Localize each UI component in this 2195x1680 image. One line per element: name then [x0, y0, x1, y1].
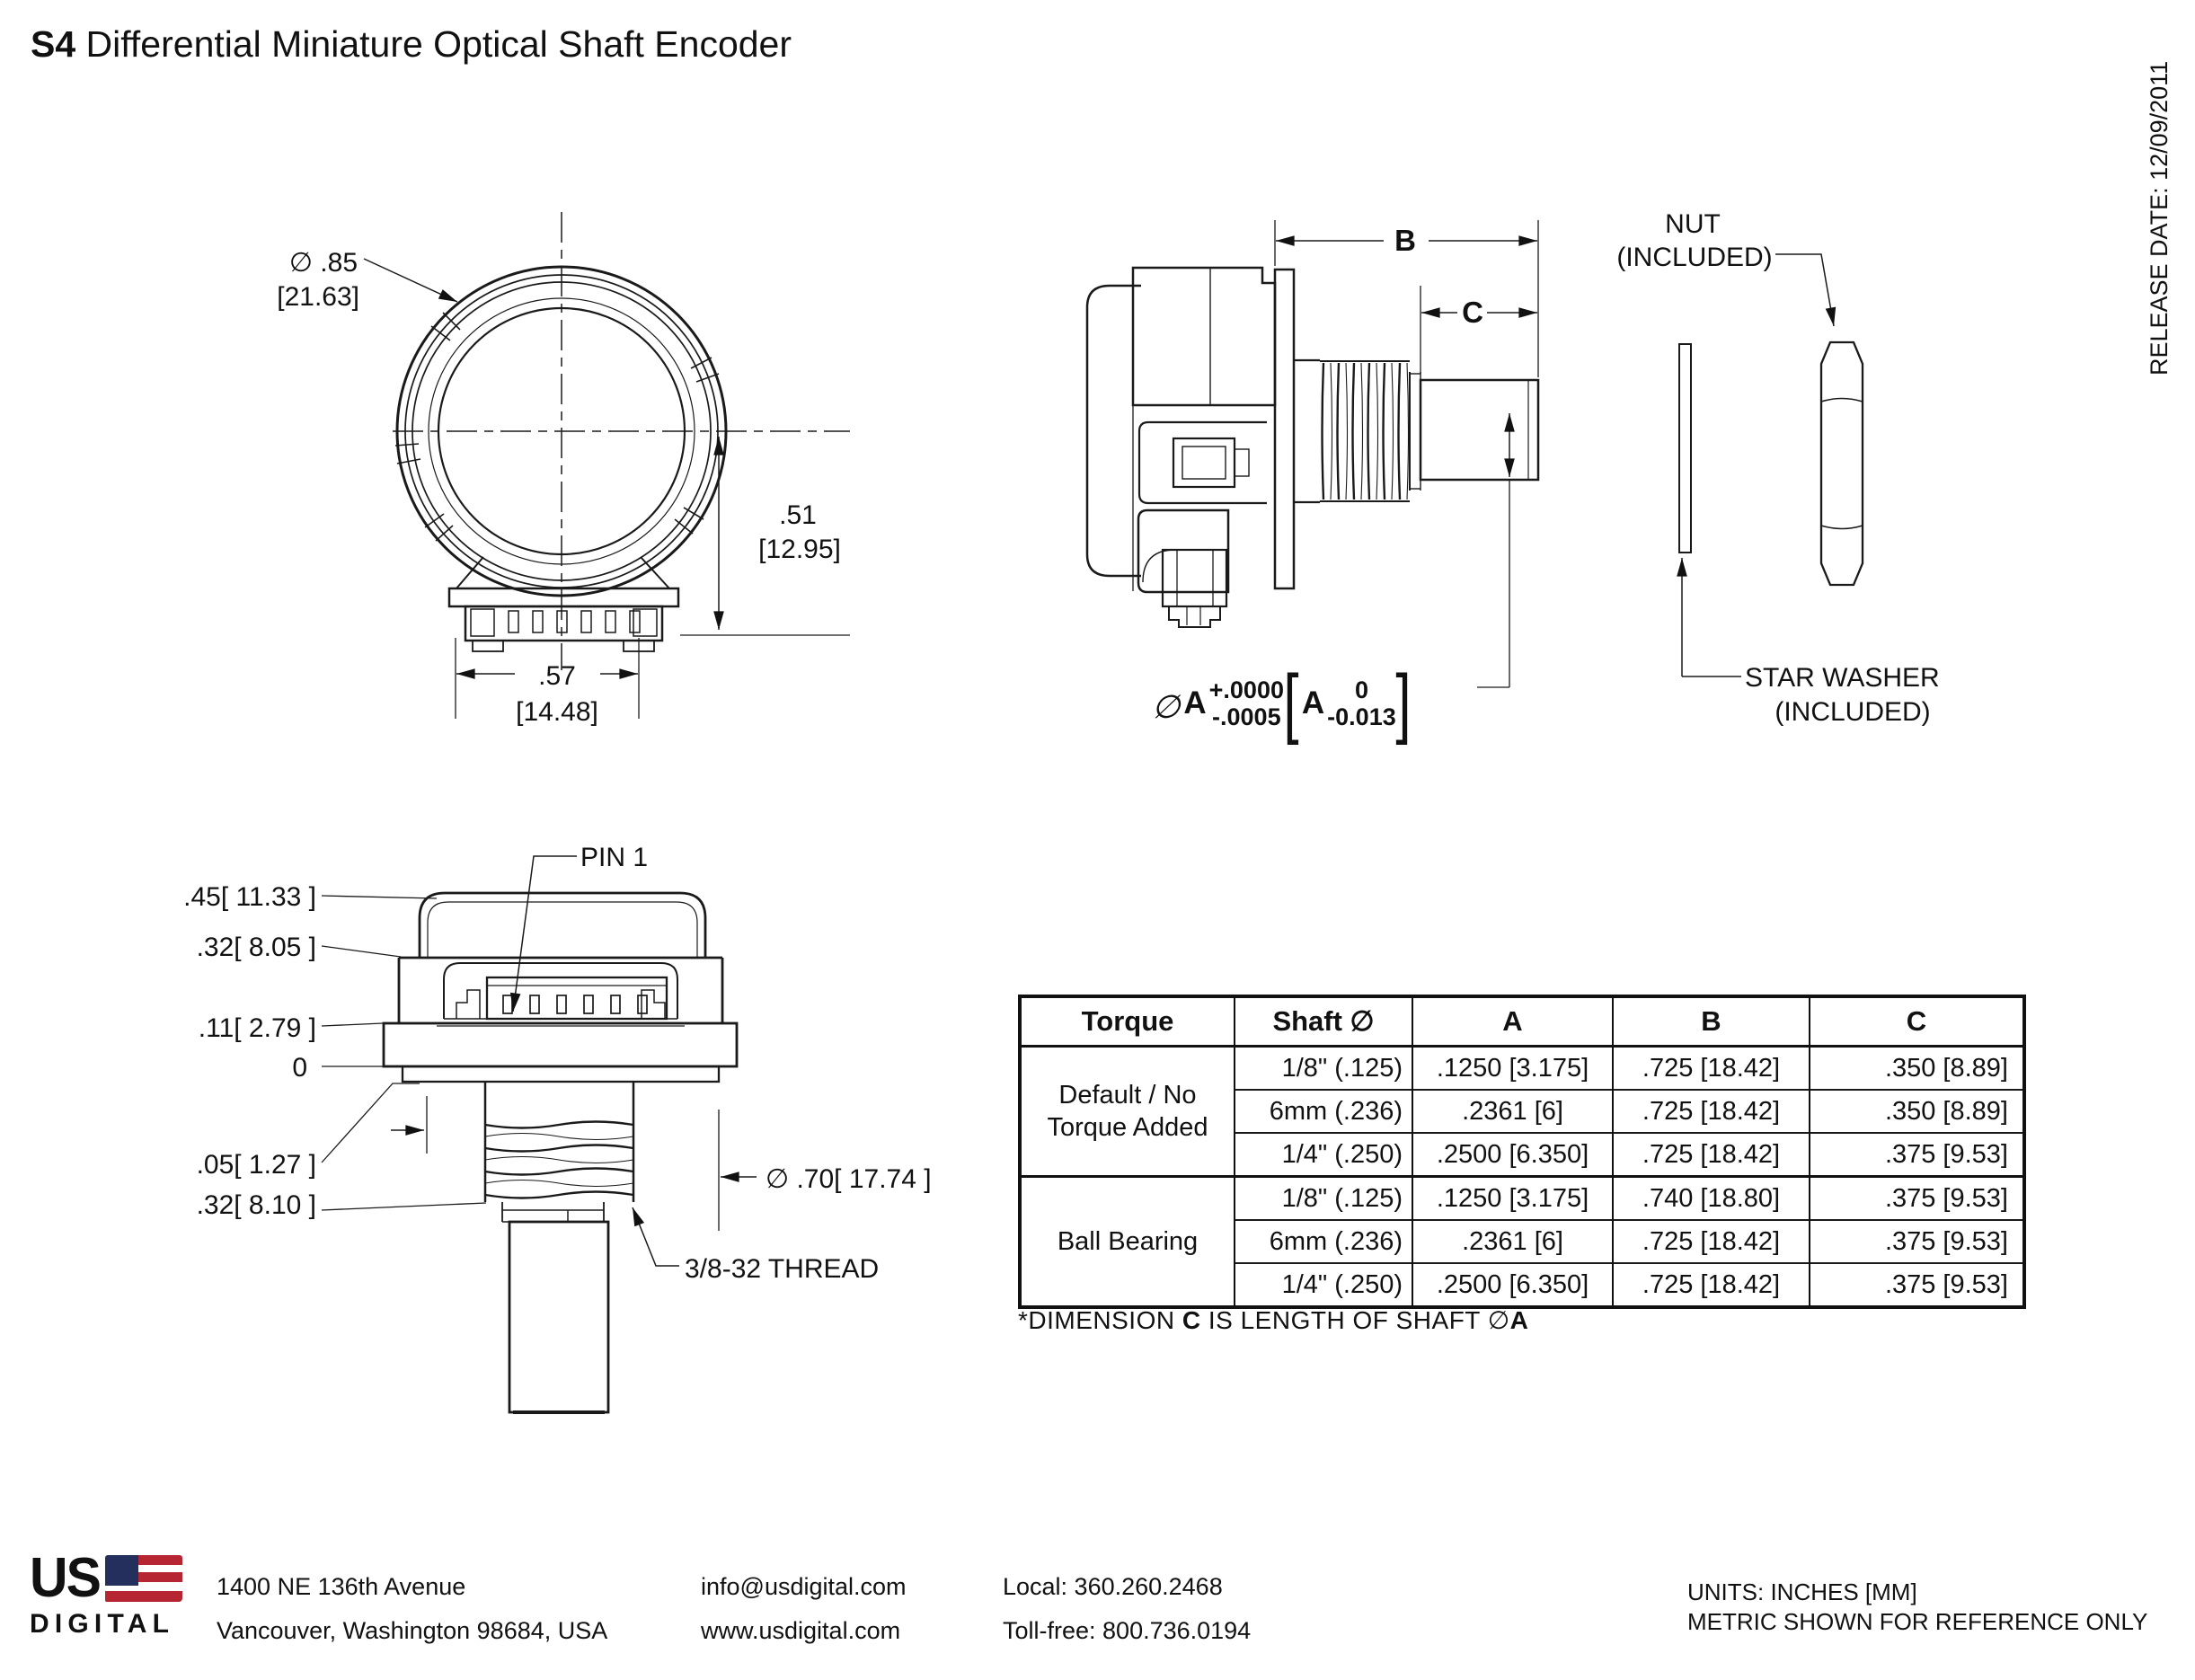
tol-inch-stack [1209, 676, 1284, 730]
cell-b: .725 [18.42] [1613, 1090, 1810, 1133]
connector-pins [509, 611, 640, 632]
mid-boss-step [1235, 449, 1249, 476]
leader-45 [322, 896, 437, 898]
email-link[interactable]: info@usdigital.com [701, 1573, 907, 1600]
thread-leader-arrow [633, 1207, 679, 1266]
phone-local: Local: 360.260.2468 [1003, 1573, 1223, 1600]
footnote-a: A [1509, 1306, 1529, 1334]
pin1-leader-arrow [513, 856, 577, 1012]
cell-c: .350 [8.89] [1810, 1047, 2024, 1091]
footnote-mid: IS LENGTH OF SHAFT [1200, 1306, 1488, 1334]
tol-datum-a2: A [1301, 685, 1325, 721]
dim-05-label: .05[ 1.27 ] [196, 1150, 316, 1180]
footnote-c: C [1182, 1306, 1201, 1334]
flange-step [403, 1066, 719, 1082]
phone-tollfree: Toll-free: 800.736.0194 [1003, 1617, 1252, 1644]
front-height-mm-label: [12.95] [758, 535, 841, 564]
release-date: RELEASE DATE: 12/09/2011 [2146, 60, 2173, 376]
recess-outline [444, 963, 677, 1019]
cell-shaft: 6mm (.236) [1235, 1090, 1412, 1133]
recess-wing-right [642, 990, 665, 1019]
bottom-view-drawing [81, 827, 1033, 1419]
tol-minus: -.0005 [1212, 703, 1281, 730]
mid-boss-inner [1182, 447, 1226, 479]
dim-b-label: B [1394, 224, 1416, 257]
pin1-label: PIN 1 [580, 843, 649, 872]
front-width-mm-label: [14.48] [516, 697, 598, 727]
cell-c: .375 [9.53] [1810, 1220, 2024, 1263]
cap-outline [420, 893, 705, 958]
dim-32a-label: .32[ 8.05 ] [196, 933, 316, 962]
nut-included-label: (INCLUDED) [1616, 243, 1773, 272]
upper-housing [1133, 268, 1275, 405]
cell-shaft: 1/8" (.125) [1235, 1047, 1412, 1091]
dia-70-label: ∅ .70[ 17.74 ] [766, 1164, 932, 1194]
usdigital-logo [30, 1547, 200, 1640]
leader-32b [322, 1203, 486, 1210]
cap-inner-line [428, 902, 697, 958]
bottom-connector [487, 977, 667, 1019]
mounting-flange [384, 1023, 737, 1066]
shaft [1421, 380, 1538, 480]
units-line2: METRIC SHOWN FOR REFERENCE ONLY [1687, 1608, 2148, 1635]
table-row [1020, 1177, 2024, 1221]
website-link[interactable]: www.usdigital.com [701, 1617, 901, 1644]
mounting-plate [1275, 270, 1294, 588]
nut [1821, 342, 1863, 585]
nut-leader-arrow [1775, 254, 1834, 326]
nut-facet-top [1821, 399, 1863, 402]
connector-latch-left [471, 609, 494, 636]
diameter-symbol: ∅ [1152, 688, 1181, 725]
shaft-tolerance-callout [1152, 659, 1411, 748]
col-header-b: B [1613, 996, 1810, 1047]
dim-c-label: C [1462, 296, 1483, 329]
us-flag-icon [105, 1555, 182, 1602]
cell-b: .725 [18.42] [1613, 1263, 1810, 1307]
leader-11 [322, 1023, 383, 1026]
tol-plus: +.0000 [1208, 676, 1284, 703]
bottom-connector-pins [503, 995, 647, 1013]
dim-45-label: .45[ 11.33 ] [183, 882, 316, 912]
front-height-inch-label: .51 [779, 500, 817, 530]
dim-0-label: 0 [292, 1053, 307, 1083]
footer-address [217, 1565, 607, 1653]
cell-c: .375 [9.53] [1810, 1263, 2024, 1307]
tol-bracket-open: [ [1283, 659, 1299, 747]
cell-b: .725 [18.42] [1613, 1133, 1810, 1177]
tol-datum-a: A [1183, 685, 1207, 721]
side-connector [1163, 550, 1226, 606]
cell-b: .725 [18.42] [1613, 1047, 1810, 1091]
footnote-dia-symbol: ∅ [1487, 1306, 1510, 1334]
tol-mm: -0.013 [1327, 703, 1396, 730]
nut-facet-bottom [1821, 526, 1863, 529]
table-footnote [1018, 1305, 1528, 1335]
col-header-shaft: Shaft ∅ [1235, 996, 1412, 1047]
lower-housing [1138, 510, 1228, 592]
units-line1: UNITS: INCHES [MM] [1687, 1578, 1917, 1605]
front-view-drawing [0, 135, 863, 764]
footnote-prefix: *DIMENSION [1018, 1306, 1182, 1334]
torque-spec-table [1018, 995, 2026, 1309]
front-dia-mm-label: [21.63] [277, 282, 359, 312]
address-line2: Vancouver, Washington 98684, USA [217, 1617, 608, 1644]
cell-a: .1250 [3.175] [1412, 1177, 1613, 1221]
cell-a: .2500 [6.350] [1412, 1263, 1613, 1307]
address-line1: 1400 NE 136th Avenue [217, 1573, 466, 1600]
cell-a: .1250 [3.175] [1412, 1047, 1613, 1091]
thread-rings [485, 1122, 633, 1198]
nut-label: NUT [1665, 209, 1721, 239]
col-header-c: C [1810, 996, 2024, 1047]
connector-flange [449, 588, 678, 606]
product-name: Differential Miniature Optical Shaft Encoder [75, 23, 792, 65]
spec-table [1018, 995, 2026, 1309]
group-label-default: Default / No Torque Added [1047, 1080, 1208, 1142]
footer-units-note [1687, 1578, 2147, 1637]
cell-c: .350 [8.89] [1810, 1090, 2024, 1133]
washer-included-label: (INCLUDED) [1775, 697, 1931, 727]
dia-leader-arrow [364, 259, 457, 302]
page-title [31, 23, 792, 66]
cell-c: .375 [9.53] [1810, 1133, 2024, 1177]
front-dia-inch-label: ∅ .85 [288, 248, 358, 278]
recess-wing-left [456, 990, 480, 1019]
group-label-ballbearing: Ball Bearing [1020, 1177, 1235, 1308]
hardware-drawing [1608, 193, 2111, 768]
lower-housing-arc [1143, 550, 1175, 582]
ring-notches [395, 313, 719, 541]
side-connector-teeth [1169, 606, 1220, 627]
mid-clip [1139, 422, 1267, 503]
cell-shaft: 6mm (.236) [1235, 1220, 1412, 1263]
cell-c: .375 [9.53] [1810, 1177, 2024, 1221]
front-width-inch-label: .57 [538, 661, 576, 691]
cell-shaft: 1/4" (.250) [1235, 1263, 1412, 1307]
cell-b: .725 [18.42] [1613, 1220, 1810, 1263]
tol-mm-stack [1327, 676, 1396, 730]
star-washer [1679, 344, 1691, 553]
table-row [1020, 1047, 2024, 1091]
cell-a: .2361 [6] [1412, 1220, 1613, 1263]
tol-bracket-close: ] [1395, 659, 1412, 747]
leader-32a [322, 946, 401, 957]
bottom-shaft [509, 1222, 608, 1412]
dim-32b-label: .32[ 8.10 ] [196, 1190, 316, 1220]
footer-contact [701, 1565, 907, 1653]
connector-foot-left [473, 641, 503, 651]
tol-zero: 0 [1354, 676, 1368, 703]
logo-digital-text: DIGITAL [30, 1609, 175, 1639]
cell-shaft: 1/4" (.250) [1235, 1133, 1412, 1177]
cell-shaft: 1/8" (.125) [1235, 1177, 1412, 1221]
col-header-a: A [1412, 996, 1613, 1047]
thread-spec-label: 3/8-32 THREAD [685, 1254, 880, 1284]
cell-a: .2361 [6] [1412, 1090, 1613, 1133]
col-header-torque: Torque [1020, 996, 1235, 1047]
dim-11-label: .11[ 2.79 ] [198, 1013, 316, 1043]
table-header-row [1020, 996, 2024, 1047]
footer-phones [1003, 1565, 1251, 1653]
logo-us-text: US [30, 1547, 101, 1609]
cell-b: .740 [18.80] [1613, 1177, 1810, 1221]
product-code: S4 [31, 23, 76, 65]
thread-crests [1323, 363, 1409, 500]
washer-label: STAR WASHER [1745, 663, 1940, 693]
cell-a: .2500 [6.350] [1412, 1133, 1613, 1177]
leader-05 [322, 1083, 420, 1163]
